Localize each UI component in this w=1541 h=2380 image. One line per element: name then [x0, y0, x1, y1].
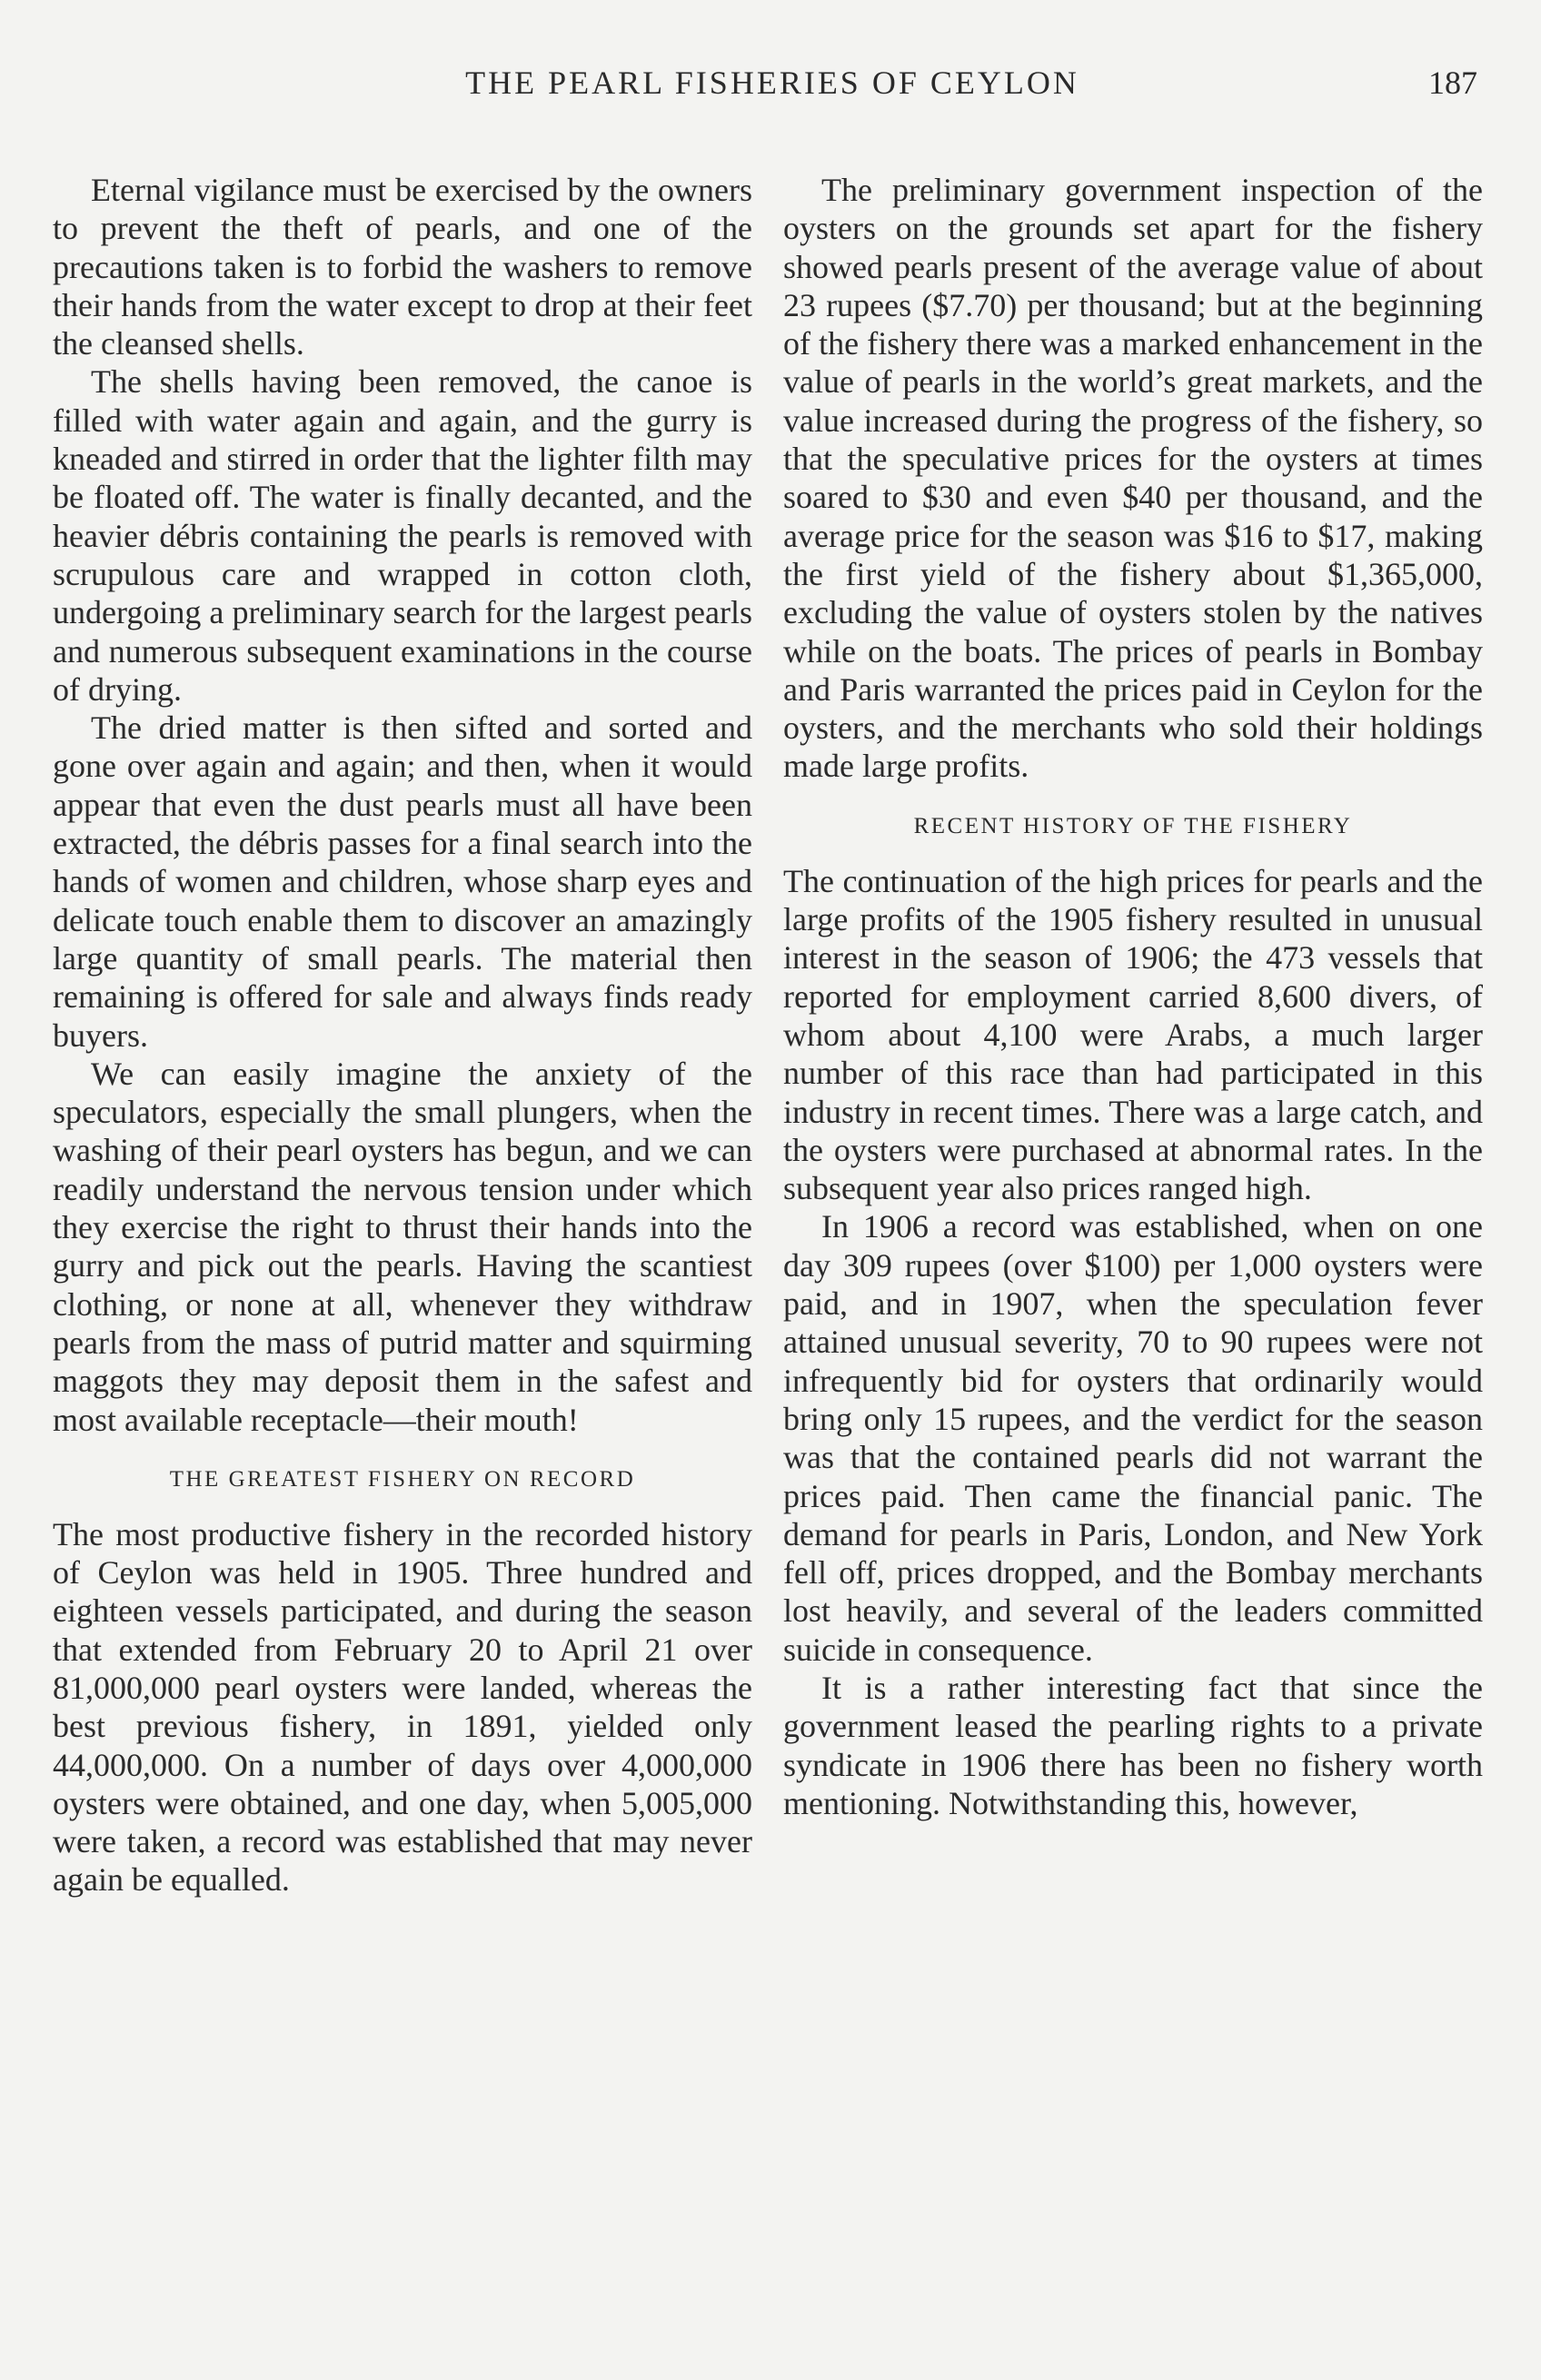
paragraph: The preliminary government inspection of the oysters on the grounds set apart for the fishery showed pearls present of the average value of about 23 rupees ($7.70) per thousand; but at the beginning of the fishery there was a marked enhancement in the value of pearls in the world’s great markets, and the value increased during the progress of the fishery, so that the speculative prices for the oysters at times soared to $30 and even $40 per thousand, and the average price for the season was $16 to $17, making the first yield of the fishery about $1,365,000, excluding the value of oysters stolen by the natives while on the boats. The prices of pearls in Bombay and Paris warranted the prices paid in Ceylon for the oysters, and the merchants who sold their holdings made large profits. [783, 172, 1483, 785]
section-heading: THE GREATEST FISHERY ON RECORD [169, 1466, 636, 1492]
paragraph: The shells having been removed, the canoe is filled with water again and again, and the gurry is kneaded and stirred in order that the lighter filth may be floated off. The water is finally decanted, and the heavier débris containing the pearls is removed with scrupulous care and wrapped in cotton cloth, undergoing a preliminary search for the largest pearls and numerous subsequent examinations in the course of drying. [53, 363, 752, 708]
paragraph: We can easily imagine the anxiety of the speculators, especially the small plungers, when the washing of their pearl oysters has begun, and we can readily understand the nervous tension under which they exercise the right to thrust their hands into the gurry and pick out the pearls. Having the scantiest clothing, or none at all, whenever they withdraw pearls from the mass of putrid matter and squirming maggots they may deposit them in the safest and most available receptacle—their mouth! [53, 1055, 752, 1438]
paragraph: It is a rather interesting fact that since the government leased the pearling rights to a private syndicate in 1906 there has been no fishery worth mentioning. Notwithstanding this, however, [783, 1669, 1483, 1821]
left-column [53, 171, 752, 1899]
page-number: 187 [1428, 64, 1477, 101]
running-title: THE PEARL FISHERIES OF CEYLON [465, 64, 1079, 101]
right-column [783, 171, 1483, 1822]
paragraph: The continuation of the high prices for pearls and the large profits of the 1905 fishery resulted in unusual interest in the season of 1906; the 473 vessels that reported for employment carried 8,600 divers, of whom about 4,100 were Arabs, a much larger number of this race than had participated in this industry in recent times. There was a large catch, and the oysters were purchased at abnormal rates. In the subsequent year also prices ranged high. [783, 862, 1483, 1207]
section-heading: RECENT HISTORY OF THE FISHERY [913, 813, 1353, 838]
paragraph: In 1906 a record was established, when on one day 309 rupees (over $100) per 1,000 oysters were paid, and in 1907, when the speculation fever attained unusual severity, 70 to 90 rupees were not infrequently bid for oysters that ordinarily would bring only 15 rupees, and the verdict for the season was that the contained pearls did not warrant the prices paid. Then came the financial panic. The demand for pearls in Paris, London, and New York fell off, prices dropped, and the Bombay merchants lost heavily, and several of the leaders committed suicide in consequence. [783, 1208, 1483, 1668]
paragraph: The most productive fishery in the recorded history of Ceylon was held in 1905. Three hundred and eighteen vessels participated, and during the season that extended from February 20 to April 21 over 81,000,000 pearl oysters were landed, whereas the best previous fishery, in 1891, yielded only 44,000,000. On a number of days over 4,000,000 oysters were obtained, and one day, when 5,005,000 were taken, a record was established that may never again be equalled. [53, 1515, 752, 1899]
paragraph: Eternal vigilance must be exercised by the owners to prevent the theft of pearls, and one of the precautions taken is to forbid the washers to remove their hands from the water except to drop at their feet the cleansed shells. [53, 172, 752, 362]
running-head [0, 64, 1541, 109]
paragraph: The dried matter is then sifted and sorted and gone over again and again; and then, when it would appear that even the dust pearls must all have been extracted, the débris passes for a final search into the hands of women and children, whose sharp eyes and delicate touch enable them to discover an amazingly large quantity of small pearls. The material then remaining is offered for sale and always finds ready buyers. [53, 709, 752, 1054]
